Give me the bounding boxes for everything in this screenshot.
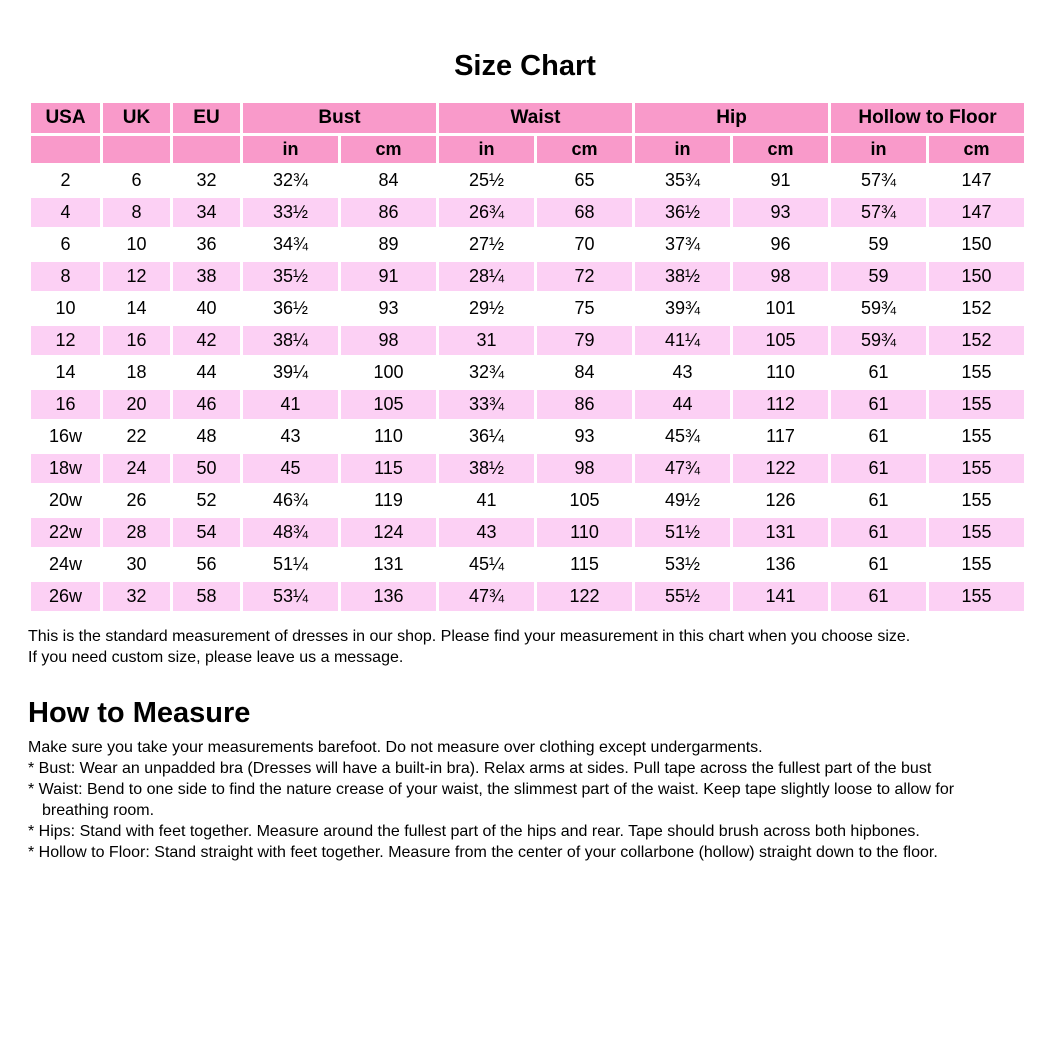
column-header-waist: Waist (438, 102, 634, 135)
size-cell: 45 (242, 453, 340, 485)
size-cell: 12 (102, 261, 172, 293)
size-cell: 93 (340, 293, 438, 325)
size-cell: 155 (928, 357, 1026, 389)
size-cell: 10 (102, 229, 172, 261)
size-cell: 112 (732, 389, 830, 421)
size-cell: 124 (340, 517, 438, 549)
unit-header-empty (172, 135, 242, 165)
size-cell: 32 (102, 581, 172, 613)
size-cell: 155 (928, 581, 1026, 613)
measure-tip-hollow-to-floor: * Hollow to Floor: Stand straight with feet together. Measure from the center of your collarbone (hollow) straight down to the floor. (28, 844, 938, 861)
size-cell: 155 (928, 453, 1026, 485)
size-cell: 45¼ (438, 549, 536, 581)
size-cell: 22 (102, 421, 172, 453)
size-cell: 33¾ (438, 389, 536, 421)
group-header-row (30, 102, 1026, 135)
size-row-16w (30, 421, 1026, 453)
size-cell: 96 (732, 229, 830, 261)
column-header-eu: EU (172, 102, 242, 135)
size-cell: 150 (928, 229, 1026, 261)
size-cell: 28 (102, 517, 172, 549)
size-cell: 110 (340, 421, 438, 453)
size-cell: 55½ (634, 581, 732, 613)
size-cell: 101 (732, 293, 830, 325)
size-cell: 26 (102, 485, 172, 517)
size-cell: 105 (340, 389, 438, 421)
size-cell: 147 (928, 165, 1026, 197)
unit-header-cm: cm (340, 135, 438, 165)
size-cell: 61 (830, 357, 928, 389)
size-cell: 38 (172, 261, 242, 293)
size-cell: 98 (340, 325, 438, 357)
size-cell: 126 (732, 485, 830, 517)
size-cell: 24 (102, 453, 172, 485)
size-cell: 93 (732, 197, 830, 229)
size-cell: 31 (438, 325, 536, 357)
size-cell: 43 (438, 517, 536, 549)
size-cell: 22w (30, 517, 102, 549)
size-cell: 39¾ (634, 293, 732, 325)
size-cell: 141 (732, 581, 830, 613)
size-cell: 46¾ (242, 485, 340, 517)
size-cell: 29½ (438, 293, 536, 325)
size-cell: 46 (172, 389, 242, 421)
size-cell: 53¼ (242, 581, 340, 613)
size-cell: 35¾ (634, 165, 732, 197)
size-cell: 8 (102, 197, 172, 229)
measure-tip-waist: * Waist: Bend to one side to find the nature crease of your waist, the slimmest part of the waist. Keep tape slightly loose to allow for breathing room. (28, 781, 955, 819)
size-cell: 36½ (634, 197, 732, 229)
size-cell: 36¼ (438, 421, 536, 453)
size-cell: 50 (172, 453, 242, 485)
size-cell: 147 (928, 197, 1026, 229)
size-cell: 131 (732, 517, 830, 549)
note-line-1: This is the standard measurement of dresses in our shop. Please find your measurement in this chart when you choose size. (28, 628, 911, 645)
size-cell: 34¾ (242, 229, 340, 261)
size-cell: 79 (536, 325, 634, 357)
size-cell: 98 (536, 453, 634, 485)
size-cell: 57¾ (830, 165, 928, 197)
size-cell: 44 (172, 357, 242, 389)
size-row-12 (30, 325, 1026, 357)
size-cell: 105 (732, 325, 830, 357)
size-cell: 89 (340, 229, 438, 261)
size-chart-table (28, 100, 1027, 614)
unit-header-row (30, 135, 1026, 165)
size-cell: 18w (30, 453, 102, 485)
size-cell: 150 (928, 261, 1026, 293)
size-cell: 84 (536, 357, 634, 389)
size-row-26w (30, 581, 1026, 613)
unit-header-in: in (634, 135, 732, 165)
size-cell: 37¾ (634, 229, 732, 261)
size-cell: 34 (172, 197, 242, 229)
size-cell: 41 (242, 389, 340, 421)
size-cell: 65 (536, 165, 634, 197)
size-cell: 115 (340, 453, 438, 485)
size-cell: 136 (340, 581, 438, 613)
size-cell: 16w (30, 421, 102, 453)
size-cell: 28¼ (438, 261, 536, 293)
size-cell: 122 (732, 453, 830, 485)
size-cell: 38¼ (242, 325, 340, 357)
size-cell: 61 (830, 581, 928, 613)
size-cell: 119 (340, 485, 438, 517)
size-row-20w (30, 485, 1026, 517)
size-cell: 48 (172, 421, 242, 453)
size-cell: 122 (536, 581, 634, 613)
size-cell: 33½ (242, 197, 340, 229)
unit-header-cm: cm (928, 135, 1026, 165)
size-cell: 155 (928, 389, 1026, 421)
size-cell: 47¾ (634, 453, 732, 485)
size-cell: 100 (340, 357, 438, 389)
size-cell: 41¼ (634, 325, 732, 357)
size-cell: 26¾ (438, 197, 536, 229)
size-cell: 8 (30, 261, 102, 293)
column-header-bust: Bust (242, 102, 438, 135)
size-cell: 27½ (438, 229, 536, 261)
size-row-6 (30, 229, 1026, 261)
size-cell: 25½ (438, 165, 536, 197)
size-row-10 (30, 293, 1026, 325)
size-row-2 (30, 165, 1026, 197)
size-cell: 86 (536, 389, 634, 421)
size-cell: 61 (830, 421, 928, 453)
size-cell: 26w (30, 581, 102, 613)
how-to-measure-heading: How to Measure (28, 697, 251, 729)
size-cell: 38½ (438, 453, 536, 485)
size-cell: 49½ (634, 485, 732, 517)
size-cell: 30 (102, 549, 172, 581)
size-cell: 32 (172, 165, 242, 197)
size-cell: 6 (30, 229, 102, 261)
column-header-usa: USA (30, 102, 102, 135)
size-cell: 14 (102, 293, 172, 325)
size-cell: 110 (732, 357, 830, 389)
size-cell: 42 (172, 325, 242, 357)
size-cell: 41 (438, 485, 536, 517)
size-cell: 14 (30, 357, 102, 389)
size-cell: 117 (732, 421, 830, 453)
size-cell: 44 (634, 389, 732, 421)
size-cell: 136 (732, 549, 830, 581)
column-header-hip: Hip (634, 102, 830, 135)
size-cell: 4 (30, 197, 102, 229)
column-header-hollow-to-floor: Hollow to Floor (830, 102, 1026, 135)
measure-tip-bust: * Bust: Wear an unpadded bra (Dresses will have a built-in bra). Relax arms at sides. Pull tape across the fullest part of the bust (28, 760, 932, 777)
size-cell: 61 (830, 389, 928, 421)
size-cell: 61 (830, 517, 928, 549)
size-cell: 43 (242, 421, 340, 453)
size-cell: 36 (172, 229, 242, 261)
size-cell: 59 (830, 261, 928, 293)
size-cell: 20w (30, 485, 102, 517)
size-cell: 12 (30, 325, 102, 357)
size-cell: 32¾ (438, 357, 536, 389)
size-cell: 152 (928, 325, 1026, 357)
size-cell: 155 (928, 421, 1026, 453)
size-cell: 16 (102, 325, 172, 357)
size-cell: 155 (928, 485, 1026, 517)
size-cell: 61 (830, 485, 928, 517)
column-header-uk: UK (102, 102, 172, 135)
size-cell: 115 (536, 549, 634, 581)
size-cell: 61 (830, 453, 928, 485)
size-cell: 6 (102, 165, 172, 197)
size-cell: 68 (536, 197, 634, 229)
size-cell: 38½ (634, 261, 732, 293)
size-cell: 98 (732, 261, 830, 293)
size-cell: 53½ (634, 549, 732, 581)
size-cell: 54 (172, 517, 242, 549)
size-cell: 59¾ (830, 293, 928, 325)
size-cell: 40 (172, 293, 242, 325)
size-cell: 70 (536, 229, 634, 261)
unit-header-cm: cm (536, 135, 634, 165)
size-cell: 93 (536, 421, 634, 453)
size-row-8 (30, 261, 1026, 293)
size-cell: 58 (172, 581, 242, 613)
size-cell: 155 (928, 549, 1026, 581)
size-row-16 (30, 389, 1026, 421)
page-title: Size Chart (454, 50, 596, 82)
measure-intro: Make sure you take your measurements barefoot. Do not measure over clothing except undergarments. (28, 739, 763, 756)
size-cell: 91 (732, 165, 830, 197)
size-cell: 155 (928, 517, 1026, 549)
size-row-22w (30, 517, 1026, 549)
size-cell: 131 (340, 549, 438, 581)
size-cell: 39¼ (242, 357, 340, 389)
size-cell: 72 (536, 261, 634, 293)
size-cell: 59¾ (830, 325, 928, 357)
size-cell: 75 (536, 293, 634, 325)
size-cell: 52 (172, 485, 242, 517)
size-cell: 48¾ (242, 517, 340, 549)
size-cell: 18 (102, 357, 172, 389)
size-cell: 51½ (634, 517, 732, 549)
size-cell: 56 (172, 549, 242, 581)
size-cell: 84 (340, 165, 438, 197)
size-cell: 36½ (242, 293, 340, 325)
size-cell: 35½ (242, 261, 340, 293)
size-cell: 152 (928, 293, 1026, 325)
size-cell: 51¼ (242, 549, 340, 581)
size-cell: 61 (830, 549, 928, 581)
unit-header-in: in (242, 135, 340, 165)
size-cell: 91 (340, 261, 438, 293)
size-cell: 86 (340, 197, 438, 229)
unit-header-in: in (830, 135, 928, 165)
size-row-4 (30, 197, 1026, 229)
size-cell: 57¾ (830, 197, 928, 229)
size-cell: 47¾ (438, 581, 536, 613)
size-row-14 (30, 357, 1026, 389)
unit-header-cm: cm (732, 135, 830, 165)
size-row-24w (30, 549, 1026, 581)
measure-tip-hips: * Hips: Stand with feet together. Measure around the fullest part of the hips and rear. Tape should brush across both hipbones. (28, 823, 920, 840)
size-cell: 10 (30, 293, 102, 325)
unit-header-empty (30, 135, 102, 165)
note-line-2: If you need custom size, please leave us a message. (28, 649, 404, 666)
unit-header-empty (102, 135, 172, 165)
unit-header-in: in (438, 135, 536, 165)
size-cell: 110 (536, 517, 634, 549)
size-cell: 16 (30, 389, 102, 421)
size-cell: 2 (30, 165, 102, 197)
size-cell: 32¾ (242, 165, 340, 197)
size-cell: 105 (536, 485, 634, 517)
size-cell: 43 (634, 357, 732, 389)
size-cell: 24w (30, 549, 102, 581)
size-cell: 59 (830, 229, 928, 261)
size-cell: 20 (102, 389, 172, 421)
size-cell: 45¾ (634, 421, 732, 453)
size-row-18w (30, 453, 1026, 485)
